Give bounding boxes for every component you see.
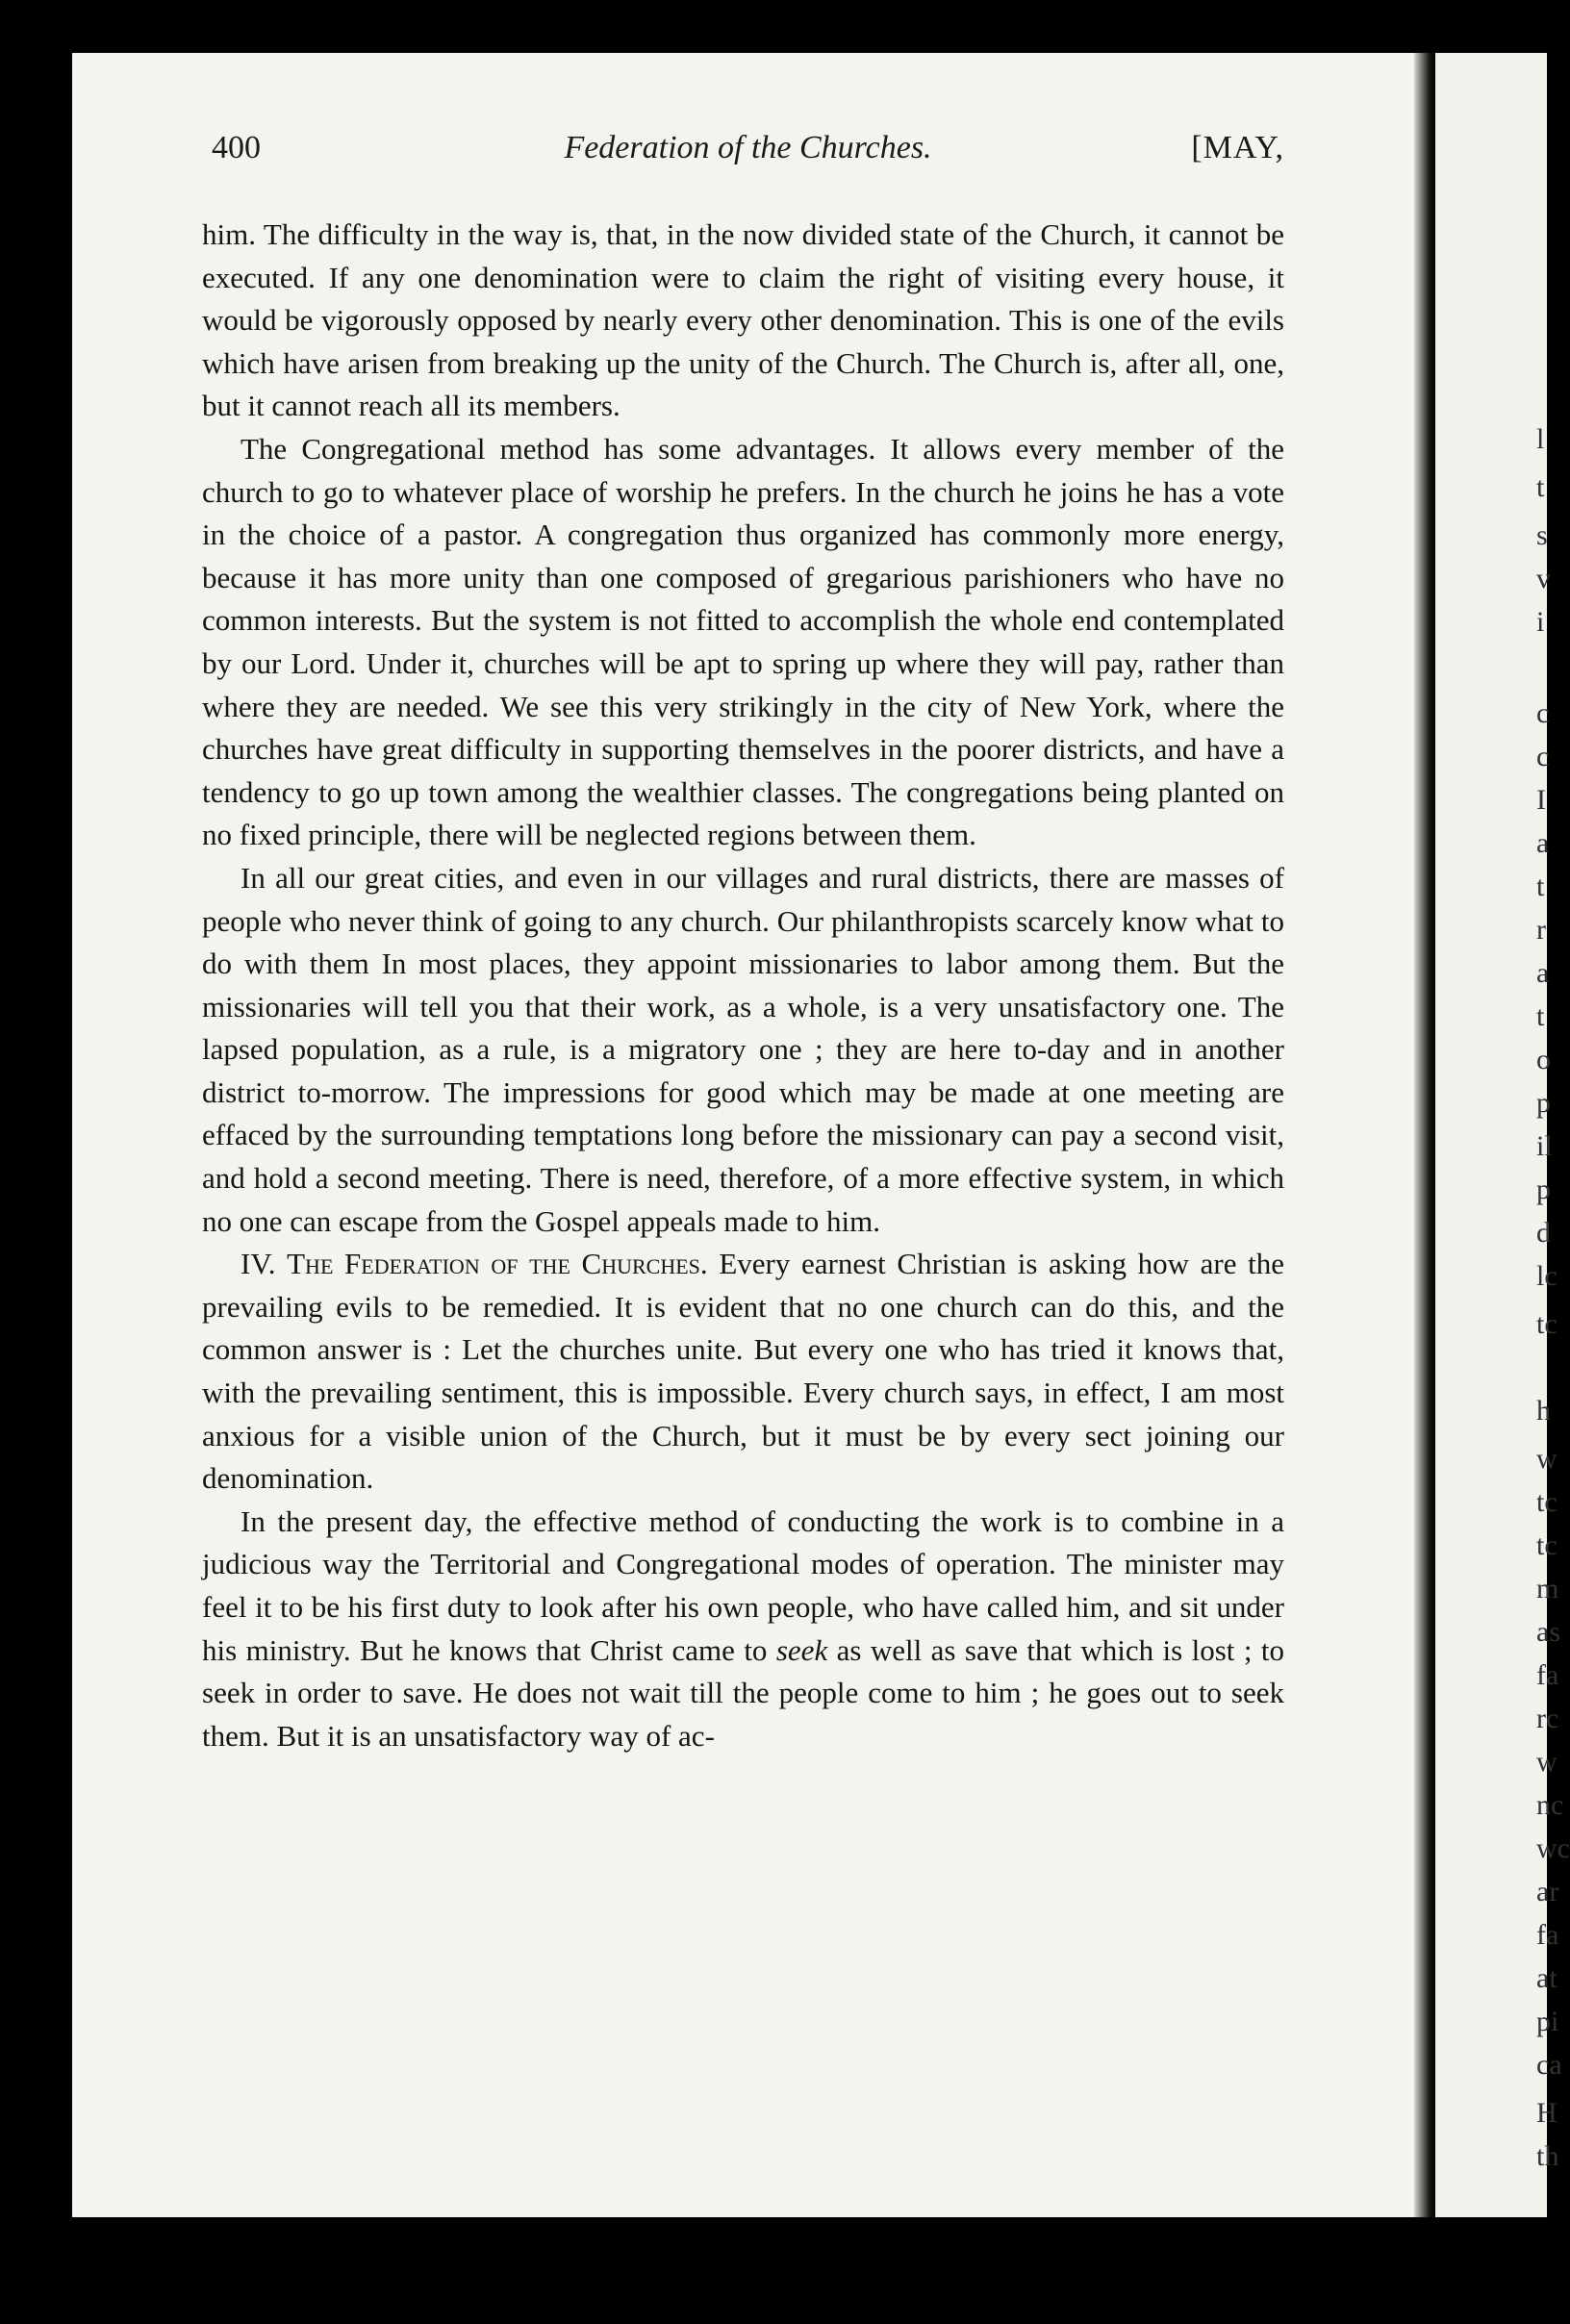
paragraph-congregational-method: The Congregational method has some advantages. It allows every member of the church to go to whatever place of worship he prefers. In the church he joins he has a vote in the choice of a pastor. A congregation thus organized has commonly more energy, because it has more unity than one composed of gregarious parishioners who have no common interests. But the system is not fitted to accomplish the whole end contemplated by our Lord. Under it, churches will be apt to spring up where they will pay, rather than where they are needed. We see this very strikingly in the city of New York, where the churches have great difficulty in supporting themselves in the poorer districts, and have a tendency to go up town among the wealthier classes. The congregations being planted on no fixed principle, there will be neglected regions between them. (202, 431, 1284, 852)
facing-page-fragment: ca (1536, 2049, 1562, 2081)
facing-page-fragment: il (1536, 1130, 1553, 1162)
facing-page-fragment: fa (1536, 1919, 1559, 1951)
italic-seek: seek (775, 1632, 828, 1667)
page-number: 400 (212, 130, 261, 165)
facing-page-fragment: wc (1536, 1832, 1570, 1864)
facing-page-fragment: m (1536, 1573, 1559, 1604)
effective-method-text-a: In the present day, the effective method of conducting the work is to combine in a judicious way the Territorial and Congregational modes of operation. The minister may feel it to be his first duty to look after his own people, who have called him, and sit under his ministry. But he knows that Christ came to (202, 1503, 1284, 1667)
section-heading: The Federation of the Churches. (287, 1247, 708, 1281)
facing-page-fragment: d (1536, 1217, 1551, 1249)
facing-page-fragment: lc (1536, 1260, 1557, 1292)
facing-page-fragment: a (1536, 827, 1550, 859)
facing-page-fragment: tc (1536, 1308, 1557, 1340)
facing-page-fragment: tc (1536, 1486, 1557, 1518)
body-text (202, 214, 1284, 1757)
running-date: [MAY, (1191, 130, 1284, 165)
facing-page-fragment: a (1536, 957, 1550, 989)
facing-page-fragment: fa (1536, 1659, 1559, 1691)
facing-page-fragment: p (1536, 1174, 1551, 1205)
facing-page-fragment: rc (1536, 1703, 1559, 1734)
facing-page-fragment: p (1536, 1087, 1551, 1119)
facing-page-fragment: ar (1536, 1876, 1559, 1907)
facing-page-fragment: c (1536, 741, 1550, 772)
running-title: Federation of the Churches. (564, 130, 932, 165)
facing-page-fragment: I (1536, 784, 1546, 816)
facing-page-fragment: H (1536, 2097, 1557, 2129)
facing-page-fragment: w (1536, 1746, 1557, 1778)
facing-page-fragment: as (1536, 1616, 1560, 1648)
section-iv-text: Every earnest Christian is asking how are the prevailing evils to be remedied. It is evident that no one church can do this, and the common answer is : Let the churches unite. But every one who has tried it knows that, with the prevailing sentiment, this is impossible. Every church says, in effect, I am most anxious for a visible union of the Church, but it must be by every sect joining our denomination. (202, 1247, 1285, 1496)
facing-page-fragment: t (1536, 1000, 1545, 1032)
book-spine (1414, 53, 1435, 2217)
facing-page-fragment: pi (1536, 2006, 1559, 2037)
facing-page-fragment: v (1536, 563, 1551, 594)
facing-page-fragment: r (1536, 914, 1546, 946)
facing-page-fragment: t (1536, 471, 1545, 503)
facing-page-fragment: w (1536, 1443, 1557, 1475)
paragraph-effective-method (202, 1501, 1284, 1758)
facing-page-fragment: at (1536, 1962, 1557, 1994)
facing-page-fragment: i (1536, 606, 1545, 638)
section-iv-paragraph (202, 1243, 1284, 1501)
facing-page-fragment: nc (1536, 1789, 1564, 1821)
facing-page-fragment: tc (1536, 1529, 1557, 1561)
facing-page-fragment: l (1536, 423, 1545, 455)
facing-page-fragment: t (1536, 871, 1545, 902)
effective-method-text-b: as well as save that which is lost ; to seek in order to save. He does not wait till the people come to him ; he goes out to seek them. But it is an unsatisfactory way of ac- (202, 1632, 1284, 1753)
facing-page-fragment: th (1536, 2140, 1559, 2172)
facing-page-fragment: s (1536, 519, 1548, 551)
paragraph-great-cities: In all our great cities, and even in our villages and rural districts, there are masses of people who never think of going to any church. Our philanthropists scarcely know what to do with them In most places, they appoint missionaries to labor among them. But the missionaries will tell you that their work, as a whole, is a very unsatisfactory one. The lapsed population, as a rule, is a migratory one ; they are here to-day and in another district to-morrow. The impressions for good which may be made at one meeting are effaced by the surrounding temptations long before the missionary can pay a second visit, and hold a second meeting. There is need, therefore, of a more effective system, in which no one can escape from the Gospel appeals made to him. (202, 860, 1284, 1238)
facing-page-fragment: o (1536, 1044, 1551, 1075)
paragraph-continuation: him. The difficulty in the way is, that, in the now divided state of the Church, it cannot be executed. If any one denomination were to claim the right of visiting every house, it would be vigorously opposed by nearly every other denomination. This is one of the evils which have arisen from breaking up the unity of the Church. The Church is, after all, one, but it cannot reach all its members. (202, 217, 1284, 423)
facing-page-fragment: c (1536, 697, 1550, 729)
facing-page-fragment: h (1536, 1395, 1551, 1427)
section-number: IV. (241, 1247, 276, 1281)
